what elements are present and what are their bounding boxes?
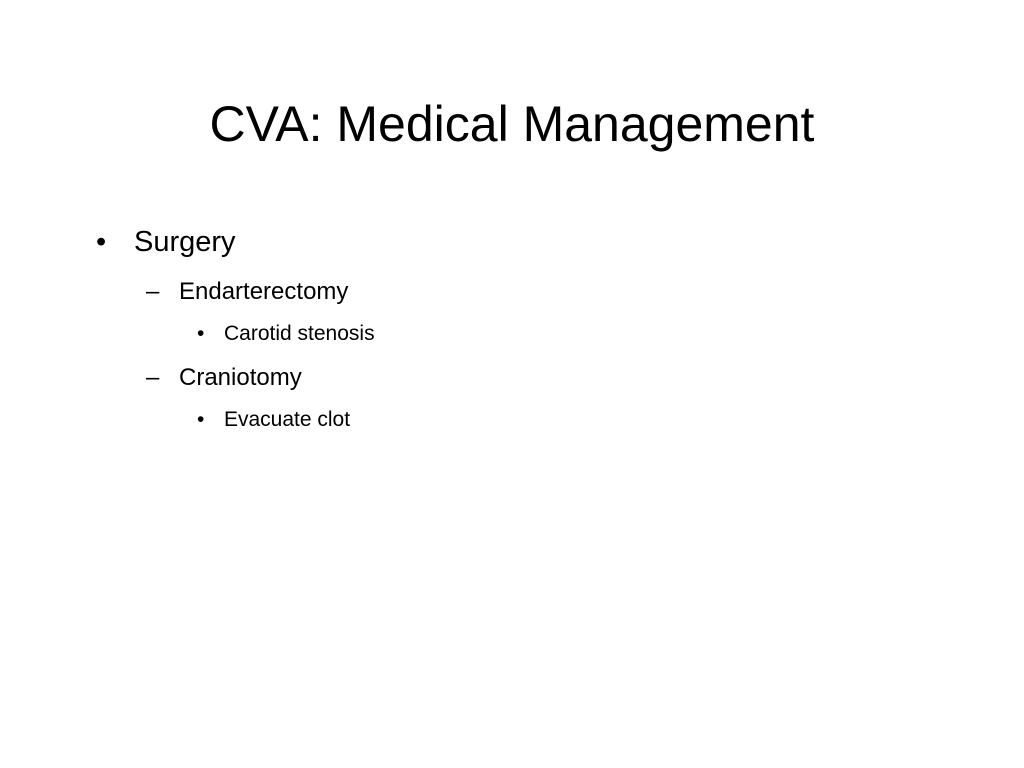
bullet-marker: • [197, 322, 205, 345]
sub-sub-bullet-carotid-stenosis [197, 320, 375, 348]
sub-sub-bullet-evacuate-clot [197, 406, 350, 434]
bullet-text: Endarterectomy [179, 278, 349, 305]
slide-title: CVA: Medical Management [209, 96, 815, 152]
sub-bullet-craniotomy [146, 362, 302, 394]
bullet-text: Surgery [134, 226, 236, 258]
dash-marker: – [146, 278, 160, 305]
bullet-marker: • [197, 408, 205, 431]
bullet-text: Carotid stenosis [224, 322, 375, 345]
bullet-surgery [96, 222, 236, 262]
bullet-text: Craniotomy [179, 364, 302, 391]
dash-marker: – [146, 364, 160, 391]
bullet-marker: • [96, 226, 107, 258]
sub-bullet-endarterectomy [146, 276, 348, 308]
bullet-text: Evacuate clot [224, 408, 351, 431]
